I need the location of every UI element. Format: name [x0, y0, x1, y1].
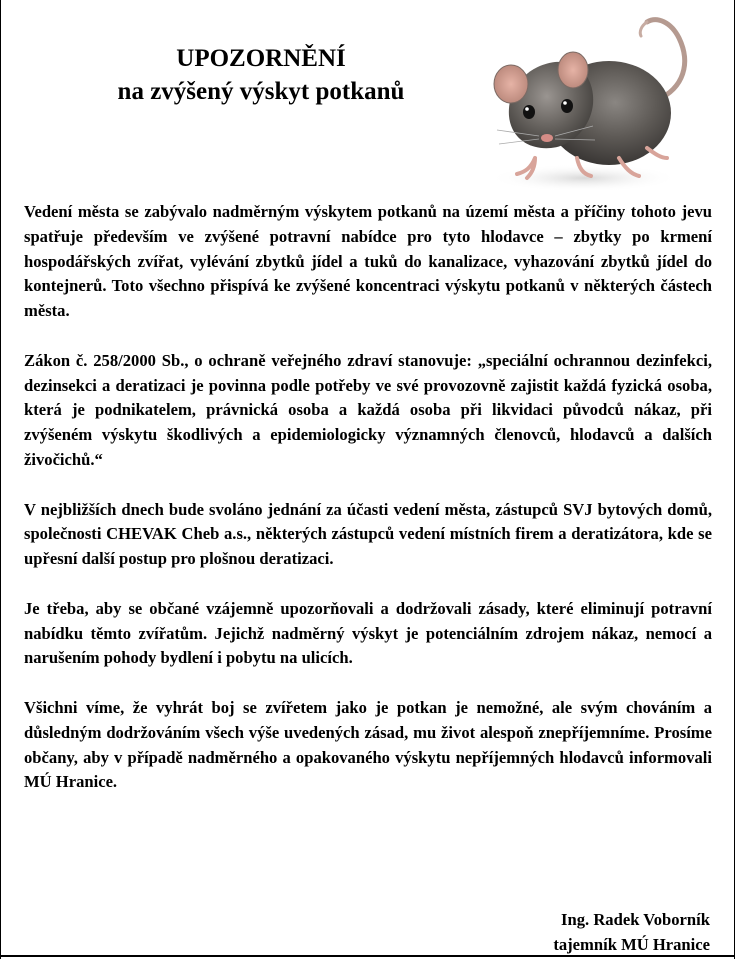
notice-body [24, 200, 712, 820]
paragraph: Zákon č. 258/2000 Sb., o ochraně veřejného zdraví stanovuje: „speciální ochrannou dezinfekci, dezinsekci a deratizaci je povinna podle potřeby ve své provozovně zajistit každá fyzická osoba, která je podnikatelem, právnická osoba a každá osoba při likvidaci původců nákaz, při zvýšeném výskytu škodlivých a epidemiologicky významných členovců, hlodavců a dalších živočichů.“ [24, 350, 712, 469]
signature-name: Ing. Radek Voborník [561, 910, 710, 929]
paragraph: Vedení města se zabývalo nadměrným výskytem potkanů na území města a příčiny tohoto jevu spatřuje především ve zvýšené potravní nabídce pro tyto hlodavce – zbytky po krmení hospodářských zvířat, vylévání zbytků jídel a tuků do kanalizace, vyhazování zbytků jídel do kontejnerů. Toto všechno přispívá ke zvýšené koncentraci výskytu potkanů v některých částech města. [24, 202, 712, 321]
bottom-rule [1, 955, 735, 957]
notice-subtitle: na zvýšený výskyt potkanů [117, 78, 405, 105]
notice-header [1, 0, 735, 200]
title-block [61, 42, 461, 108]
signature-role: tajemník MÚ Hranice [553, 934, 710, 954]
paragraph: Všichni víme, že vyhrát boj se zvířetem jako je potkan je nemožné, ale svým chováním a důsledným dodržováním všech výše uvedených zásad, mu život alespoň znepříjemníme. Prosíme občany, aby v případě nadměrného a opakovaného výskytu nepříjemných hlodavců informovali MÚ Hranice. [24, 697, 712, 792]
notice-title: UPOZORNĚNÍ [176, 45, 346, 72]
paragraph: Je třeba, aby se občané vzájemně upozorňovali a dodržovali zásady, které eliminují potravní nabídku těmto zvířatům. Jejichž nadměrný výskyt je potenciálním zdrojem nákaz, nemocí a narušením pohody bydlení i pobytu na ulicích. [24, 598, 712, 668]
signature-block [553, 908, 710, 958]
paragraph: V nejbližších dnech bude svoláno jednání za účasti vedení města, zástupců SVJ bytových domů, společnosti CHEVAK Cheb a.s., některých zástupců vedení místních firem a deratizátora, kde se upřesní další postup pro plošnou deratizaci. [24, 499, 712, 569]
rat-illustration-icon [469, 8, 709, 196]
